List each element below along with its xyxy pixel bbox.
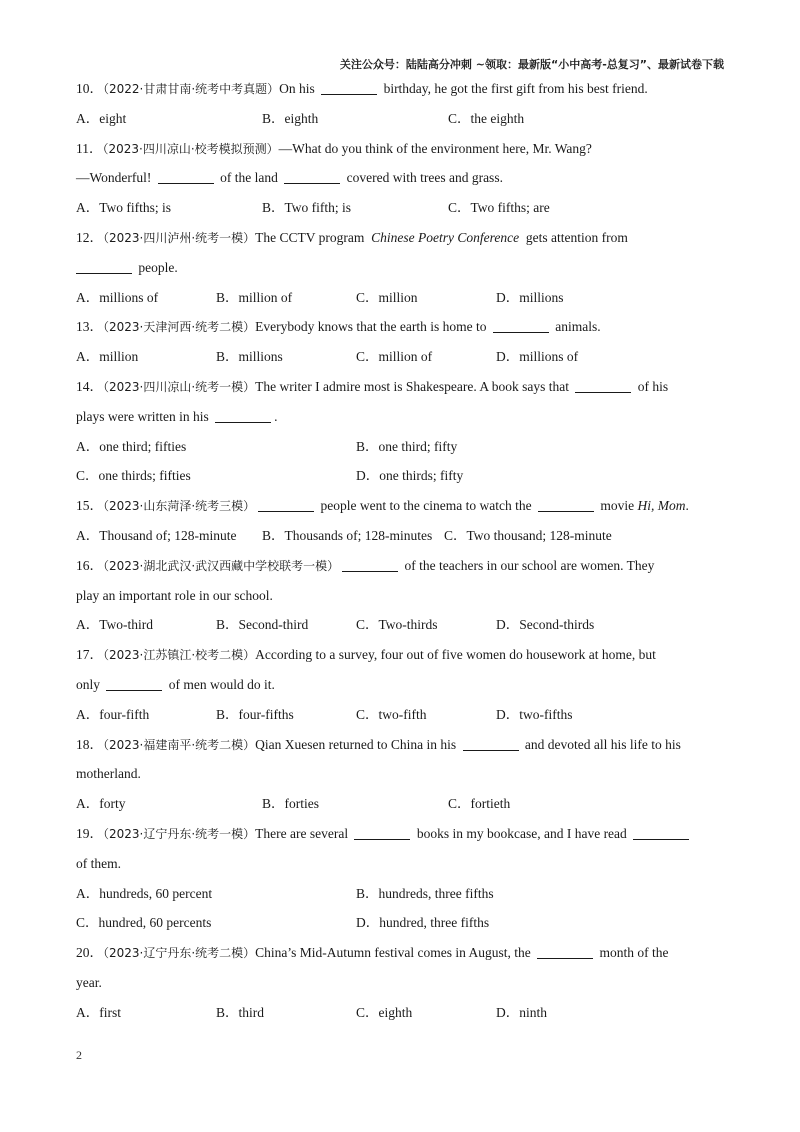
question-17-stem-line2 — [76, 670, 724, 700]
question-14-options-row1 — [76, 432, 724, 462]
question-source: （2023·辽宁丹东·统考二模） — [103, 946, 256, 961]
question-14-stem-line2 — [76, 402, 724, 432]
option-a[interactable]: A．forty — [76, 796, 126, 812]
question-source: （2023·四川凉山·统考一模） — [103, 379, 256, 394]
answer-blank[interactable] — [76, 258, 132, 274]
answer-blank[interactable] — [284, 168, 340, 184]
stem-text: . — [685, 498, 689, 514]
stem-text: —Wonderful! — [76, 170, 152, 186]
stem-text: people went to the cinema to watch the — [320, 498, 532, 514]
stem-text: The writer I admire most is Shakespeare. A book says that — [255, 378, 569, 394]
stem-text: people. — [138, 259, 178, 275]
question-20-options — [76, 998, 724, 1028]
option-b[interactable]: B．forties — [262, 796, 319, 812]
page-number: 2 — [76, 1048, 82, 1062]
question-18-stem-line2 — [76, 759, 724, 789]
stem-text: covered with trees and grass. — [346, 170, 503, 186]
stem-text: only — [76, 676, 101, 692]
question-14-stem — [76, 372, 724, 402]
question-number: 16． — [76, 557, 103, 573]
question-source: （2023·辽宁丹东·统考一模） — [103, 826, 256, 841]
answer-blank[interactable] — [321, 79, 377, 95]
option-b[interactable]: B．four-fifths — [216, 706, 294, 722]
stem-text: plays were written in his — [76, 408, 209, 424]
stem-text: According to a survey, four out of five women do housework at home, but — [255, 647, 656, 663]
option-b[interactable]: B．Two fifth; is — [262, 200, 352, 216]
question-16-options — [76, 610, 724, 640]
answer-blank[interactable] — [342, 556, 398, 572]
question-11-stem — [76, 134, 724, 164]
option-c[interactable]: C．fortieth — [448, 796, 511, 812]
question-number: 12． — [76, 229, 103, 245]
question-number: 11． — [76, 140, 103, 156]
question-15-options — [76, 521, 724, 551]
question-10-options — [76, 104, 724, 134]
option-b[interactable]: B．hundreds, three fifths — [356, 885, 494, 901]
question-number: 14． — [76, 378, 103, 394]
answer-blank[interactable] — [575, 377, 631, 393]
question-17-stem — [76, 640, 724, 670]
option-c[interactable]: C．million — [356, 289, 418, 305]
stem-text: The CCTV program — [255, 229, 365, 245]
stem-text: play an important role in our school. — [76, 587, 273, 603]
stem-text: of the land — [220, 170, 278, 186]
stem-text: On his — [279, 81, 315, 96]
answer-blank[interactable] — [463, 735, 519, 751]
question-source: （2022·甘肃甘南·统考中考真题） — [103, 82, 280, 96]
stem-text: of his — [637, 378, 669, 394]
stem-text: of men would do it. — [168, 676, 275, 692]
stem-text: year. — [76, 974, 102, 990]
answer-blank[interactable] — [538, 496, 594, 512]
stem-text: and devoted all his life to his — [524, 736, 681, 752]
option-a[interactable]: A．millions of — [76, 289, 159, 305]
question-11-stem-line2 — [76, 163, 724, 193]
question-19-options-row2 — [76, 908, 724, 938]
option-c[interactable]: C．one thirds; fifties — [76, 468, 191, 484]
question-number: 13． — [76, 319, 103, 335]
option-b[interactable]: B．Thousands of; 128-minutes — [262, 527, 433, 543]
program-title: Chinese Poetry Conference — [371, 229, 520, 245]
page-header-banner: 关注公众号：陆陆高分冲刺 ~领取：最新版“小中高考-总复习”、最新试卷下载 — [339, 58, 724, 71]
answer-blank[interactable] — [258, 496, 314, 512]
answer-blank[interactable] — [158, 168, 214, 184]
option-d[interactable]: D．hundred, three fifths — [356, 915, 490, 931]
question-13-options — [76, 342, 724, 372]
answer-blank[interactable] — [633, 824, 689, 840]
question-12-stem — [76, 223, 724, 253]
question-source: （2023·四川凉山·校考模拟预测） — [102, 141, 279, 156]
stem-text: gets attention from — [525, 229, 628, 245]
stem-text: There are several — [255, 825, 349, 841]
stem-text: of them. — [76, 855, 121, 871]
question-15-stem — [76, 491, 724, 521]
stem-text: movie — [600, 498, 635, 514]
option-c[interactable]: C．Two thousand; 128-minute — [444, 527, 612, 543]
question-11-options — [76, 193, 724, 223]
option-c[interactable]: C．Two fifths; are — [448, 200, 550, 216]
question-12-options — [76, 283, 724, 313]
option-d[interactable]: D．millions — [496, 289, 564, 305]
question-10-stem — [76, 74, 724, 104]
question-17-options — [76, 700, 724, 730]
stem-text: China’s Mid-Autumn festival comes in August, the — [255, 945, 531, 961]
question-number: 17． — [76, 647, 103, 663]
stem-text: —What do you think of the environment here, Mr. Wang? — [278, 140, 592, 156]
question-number: 20． — [76, 945, 103, 961]
option-d[interactable]: D．ninth — [496, 1004, 548, 1020]
question-18-options — [76, 789, 724, 819]
question-16-stem-line2 — [76, 581, 724, 611]
option-c[interactable]: C．million of — [356, 349, 433, 365]
question-13-stem — [76, 312, 724, 342]
question-number: 10． — [76, 81, 103, 96]
stem-text: month of the — [599, 945, 669, 961]
question-list — [76, 74, 724, 1028]
stem-text: Qian Xuesen returned to China in his — [255, 736, 457, 752]
question-20-stem-line2 — [76, 968, 724, 998]
stem-text: motherland. — [76, 766, 141, 782]
question-source: （2023·福建南平·统考二模） — [103, 737, 256, 752]
question-14-options-row2 — [76, 461, 724, 491]
option-a[interactable]: A．four-fifth — [76, 706, 150, 722]
option-a[interactable]: A．Two fifths; is — [76, 200, 172, 216]
option-a[interactable]: A．Thousand of; 128-minute — [76, 527, 237, 543]
option-c[interactable]: C．the eighth — [448, 110, 525, 126]
question-number: 15． — [76, 498, 103, 514]
stem-text: of the teachers in our school are women. They — [404, 557, 655, 573]
option-d[interactable]: D．one thirds; fifty — [356, 468, 464, 484]
stem-text: birthday, he got the first gift from his best friend. — [383, 81, 648, 96]
stem-text: animals. — [555, 319, 601, 335]
option-a[interactable]: A．million — [76, 349, 139, 365]
option-c[interactable]: C．Two-thirds — [356, 617, 438, 633]
answer-blank[interactable] — [537, 943, 593, 959]
option-a[interactable]: A．eight — [76, 110, 127, 126]
question-source: （2023·四川泸州·统考一模） — [103, 230, 256, 245]
question-number: 18． — [76, 736, 103, 752]
question-source: （2023·湖北武汉·武汉西藏中学校联考一模） — [103, 558, 340, 573]
answer-blank[interactable] — [106, 675, 162, 691]
option-a[interactable]: A．one third; fifties — [76, 438, 187, 454]
question-source: （2023·天津河西·统考二模） — [103, 320, 256, 335]
option-b[interactable]: B．million of — [216, 289, 293, 305]
option-d[interactable]: D．Second-thirds — [496, 617, 595, 633]
option-b[interactable]: B．eighth — [262, 110, 319, 126]
question-19-options-row1 — [76, 879, 724, 909]
question-20-stem — [76, 938, 724, 968]
answer-blank[interactable] — [493, 317, 549, 333]
question-19-stem — [76, 819, 724, 849]
option-b[interactable]: B．one third; fifty — [356, 438, 458, 454]
stem-text: books in my bookcase, and I have read — [416, 825, 627, 841]
question-number: 19． — [76, 825, 103, 841]
option-a[interactable]: A．first — [76, 1004, 121, 1020]
option-d[interactable]: D．two-fifths — [496, 706, 573, 722]
stem-text: . — [274, 408, 278, 424]
option-b[interactable]: B．third — [216, 1004, 265, 1020]
answer-blank[interactable] — [215, 407, 271, 423]
question-12-stem-line2 — [76, 253, 724, 283]
movie-title: Hi, Mom — [637, 498, 686, 514]
question-source: （2023·山东菏泽·统考三模） — [103, 499, 256, 514]
option-c[interactable]: C．hundred, 60 percents — [76, 915, 212, 931]
option-d[interactable]: D．millions of — [496, 349, 579, 365]
option-b[interactable]: B．Second-third — [216, 617, 309, 633]
option-a[interactable]: A．hundreds, 60 percent — [76, 885, 213, 901]
stem-text: Everybody knows that the earth is home to — [255, 319, 487, 335]
answer-blank[interactable] — [354, 824, 410, 840]
question-19-stem-line2 — [76, 849, 724, 879]
question-16-stem — [76, 551, 724, 581]
option-c[interactable]: C．eighth — [356, 1004, 413, 1020]
option-c[interactable]: C．two-fifth — [356, 706, 427, 722]
option-b[interactable]: B．millions — [216, 349, 283, 365]
question-18-stem — [76, 730, 724, 760]
option-a[interactable]: A．Two-third — [76, 617, 154, 633]
question-source: （2023·江苏镇江·校考二模） — [103, 648, 256, 663]
